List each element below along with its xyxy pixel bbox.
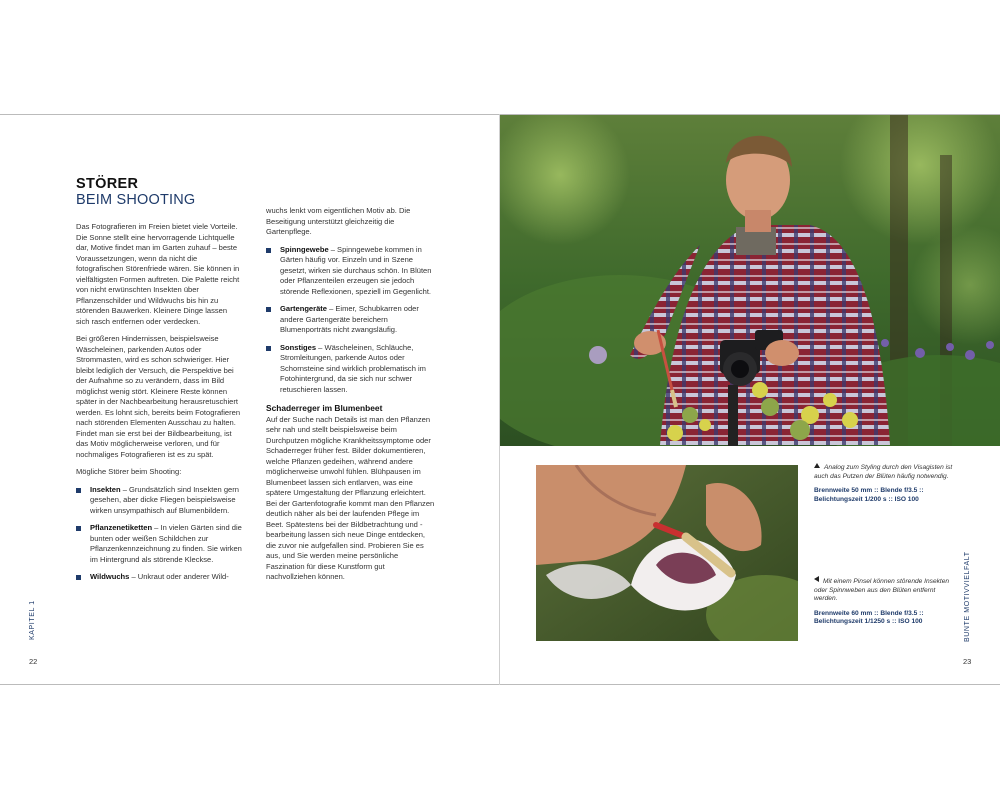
paragraph: Das Fotografieren im Freien bietet viele Vorteile. Die Sonne stellt eine hervorragende Lichtquelle dar, Motive findet man im Garten zuhauf – beste Voraussetzungen, wenn da nicht die fotografischen Störenfriede wären. Sie können in vielfältigsten Formen auftreten. Die Palette reicht von nicht erwünschten Insekten über Pflanzenschilder und Wildwuchs bis hin zu störenden Bauwerken. Kleinere Dinge lassen sich rasch entfernen oder verdecken. xyxy=(76,222,240,326)
list-item xyxy=(76,485,242,517)
section-label: BUNTE MOTIVVIELFALT xyxy=(964,551,971,642)
list-item xyxy=(266,304,436,336)
section-heading: Schaderreger im Blumenbeet xyxy=(266,403,383,413)
list-item xyxy=(76,523,242,565)
arrow-up-icon xyxy=(814,463,820,468)
list-item-term: Sonstiges xyxy=(280,342,317,352)
text-column-left xyxy=(76,222,242,590)
bullet-square-icon xyxy=(76,488,81,493)
page-number-left: 22 xyxy=(29,657,38,666)
bullet-square-icon xyxy=(266,307,271,312)
list-item-term: Spinngewebe xyxy=(280,244,329,254)
caption-bottom xyxy=(814,576,956,627)
paragraph: Auf der Suche nach Details ist man den Pflanzen sehr nah und stellt beispielsweise beim Durchputzen mögliche Krankheitssymptome oder Schaderreger früher fest. Bilder dokumentieren, welche Pflanzen gedeihen, während andere möglicherweise unwohl fühlen. Blühpausen im Blumenbeet lassen sich entlarven, was eine spätere Umgestaltung der Pflanzung erleichtert. Bei der Gartenfotografie kommt man den Pflanzen deutlich näher als bei der laufenden Pflege im Beet. Spätestens bei der Bildbetrachtung und -bearbeitung lassen sich neue Dinge entdecken, die zuvor nie aufgefallen sind. Probieren Sie es aus, und Sie werden meine persönliche Faszination für diese Kunstform gut nachvollziehen können. xyxy=(266,414,435,581)
caption-text: Mit einem Pinsel können störende Insekten oder Spinnweben aus den Blüten entfernt werden. xyxy=(814,578,950,603)
list-item-text: – Eimer, Schubkarren oder andere Gartengeräte bereichern Blumenporträts nicht zwangsläufig. xyxy=(280,304,419,334)
list-item xyxy=(266,343,436,396)
paragraph: Bei größeren Hindernissen, beispielsweise Wäscheleinen, parkenden Autos oder Strommasten, wird es schon schwieriger. Hier bleibt lediglich der Versuch, die Perspektive bei der Aufnahme so zu verändern, dass im Bild möglichst wenig stört. Kleinere Reste können später in der Nachbearbeitung herausretuschiert werden. Es lohnt sich, bereits beim Fotografieren nach störenden Elementen Ausschau zu halten. Findet man sie erst bei der Bildbearbeitung, ist das Motiv möglicherweise verloren, und für nochmaliges Fotografieren ist es zu spät. xyxy=(76,334,241,459)
caption-exposure: Brennweite 50 mm :: Blende f/3.5 :: Belichtungszeit 1/200 s :: ISO 100 xyxy=(814,487,924,503)
list-item-text: – Grundsätzlich sind Insekten gern gesehen, aber dicke Fliegen beispielsweise wirken unsympathisch auf Blumenbildern. xyxy=(90,484,239,515)
list-item xyxy=(76,572,242,583)
photo-photographer-in-garden xyxy=(500,115,1000,446)
list-item-text: – Spinngewebe kommen in Gärten häufig vor. Einzeln und in Szene gesetzt, wirken sie durchaus schön. In Blüten oder Pflanzenteilen erzeugen sie jedoch störende Reflexionen, speziell im Gegenlicht. xyxy=(280,244,432,296)
page-subtitle: BEIM SHOOTING xyxy=(76,192,196,208)
chapter-label: KAPITEL 1 xyxy=(29,600,36,640)
bullet-square-icon xyxy=(76,575,81,580)
page-title: STÖRER xyxy=(76,176,139,192)
list-item-term: Pflanzenetiketten xyxy=(90,523,153,532)
list-item-text: – Wäscheleinen, Schläuche, Stromleitungen, parkende Autos oder Schornsteine sind wirklich problematisch im Fotohintergrund, da sie sich nur schwer retuschieren lassen. xyxy=(280,342,426,394)
caption-exposure: Brennweite 60 mm :: Blende f/3.5 :: Belichtungszeit 1/1250 s :: ISO 100 xyxy=(814,609,924,626)
text-column-right xyxy=(266,206,436,590)
page-number-right: 23 xyxy=(963,657,972,666)
list-item xyxy=(266,245,436,298)
paragraph: Mögliche Störer beim Shooting: xyxy=(76,467,182,476)
caption-top xyxy=(814,463,956,504)
disturbance-list-continued xyxy=(266,245,436,396)
list-item-text: – Unkraut oder anderer Wild- xyxy=(129,572,229,581)
list-item-term: Gartengeräte xyxy=(280,304,327,313)
disturbance-list xyxy=(76,485,242,583)
caption-text: Analog zum Styling durch den Visagisten ist auch das Putzen der Blüten häufig notwendig. xyxy=(814,464,953,480)
arrow-left-icon xyxy=(814,576,819,582)
list-item-term: Insekten xyxy=(90,484,121,494)
list-item-text: – In vielen Gärten sind die bunten oder weißen Schildchen zur Pflanzenkennzeichnung zu finden. Sie wirken im Hintergrund als störende Kleckse. xyxy=(90,523,242,564)
bullet-square-icon xyxy=(266,346,271,351)
bullet-square-icon xyxy=(266,248,271,253)
paragraph: wuchs lenkt vom eigentlichen Motiv ab. Die Beseitigung unterstützt gleichzeitig die Gartenpflege. xyxy=(266,206,411,236)
list-item-term: Wildwuchs xyxy=(90,572,130,581)
bullet-square-icon xyxy=(76,526,81,531)
photo-cleaning-blossom xyxy=(536,465,798,641)
